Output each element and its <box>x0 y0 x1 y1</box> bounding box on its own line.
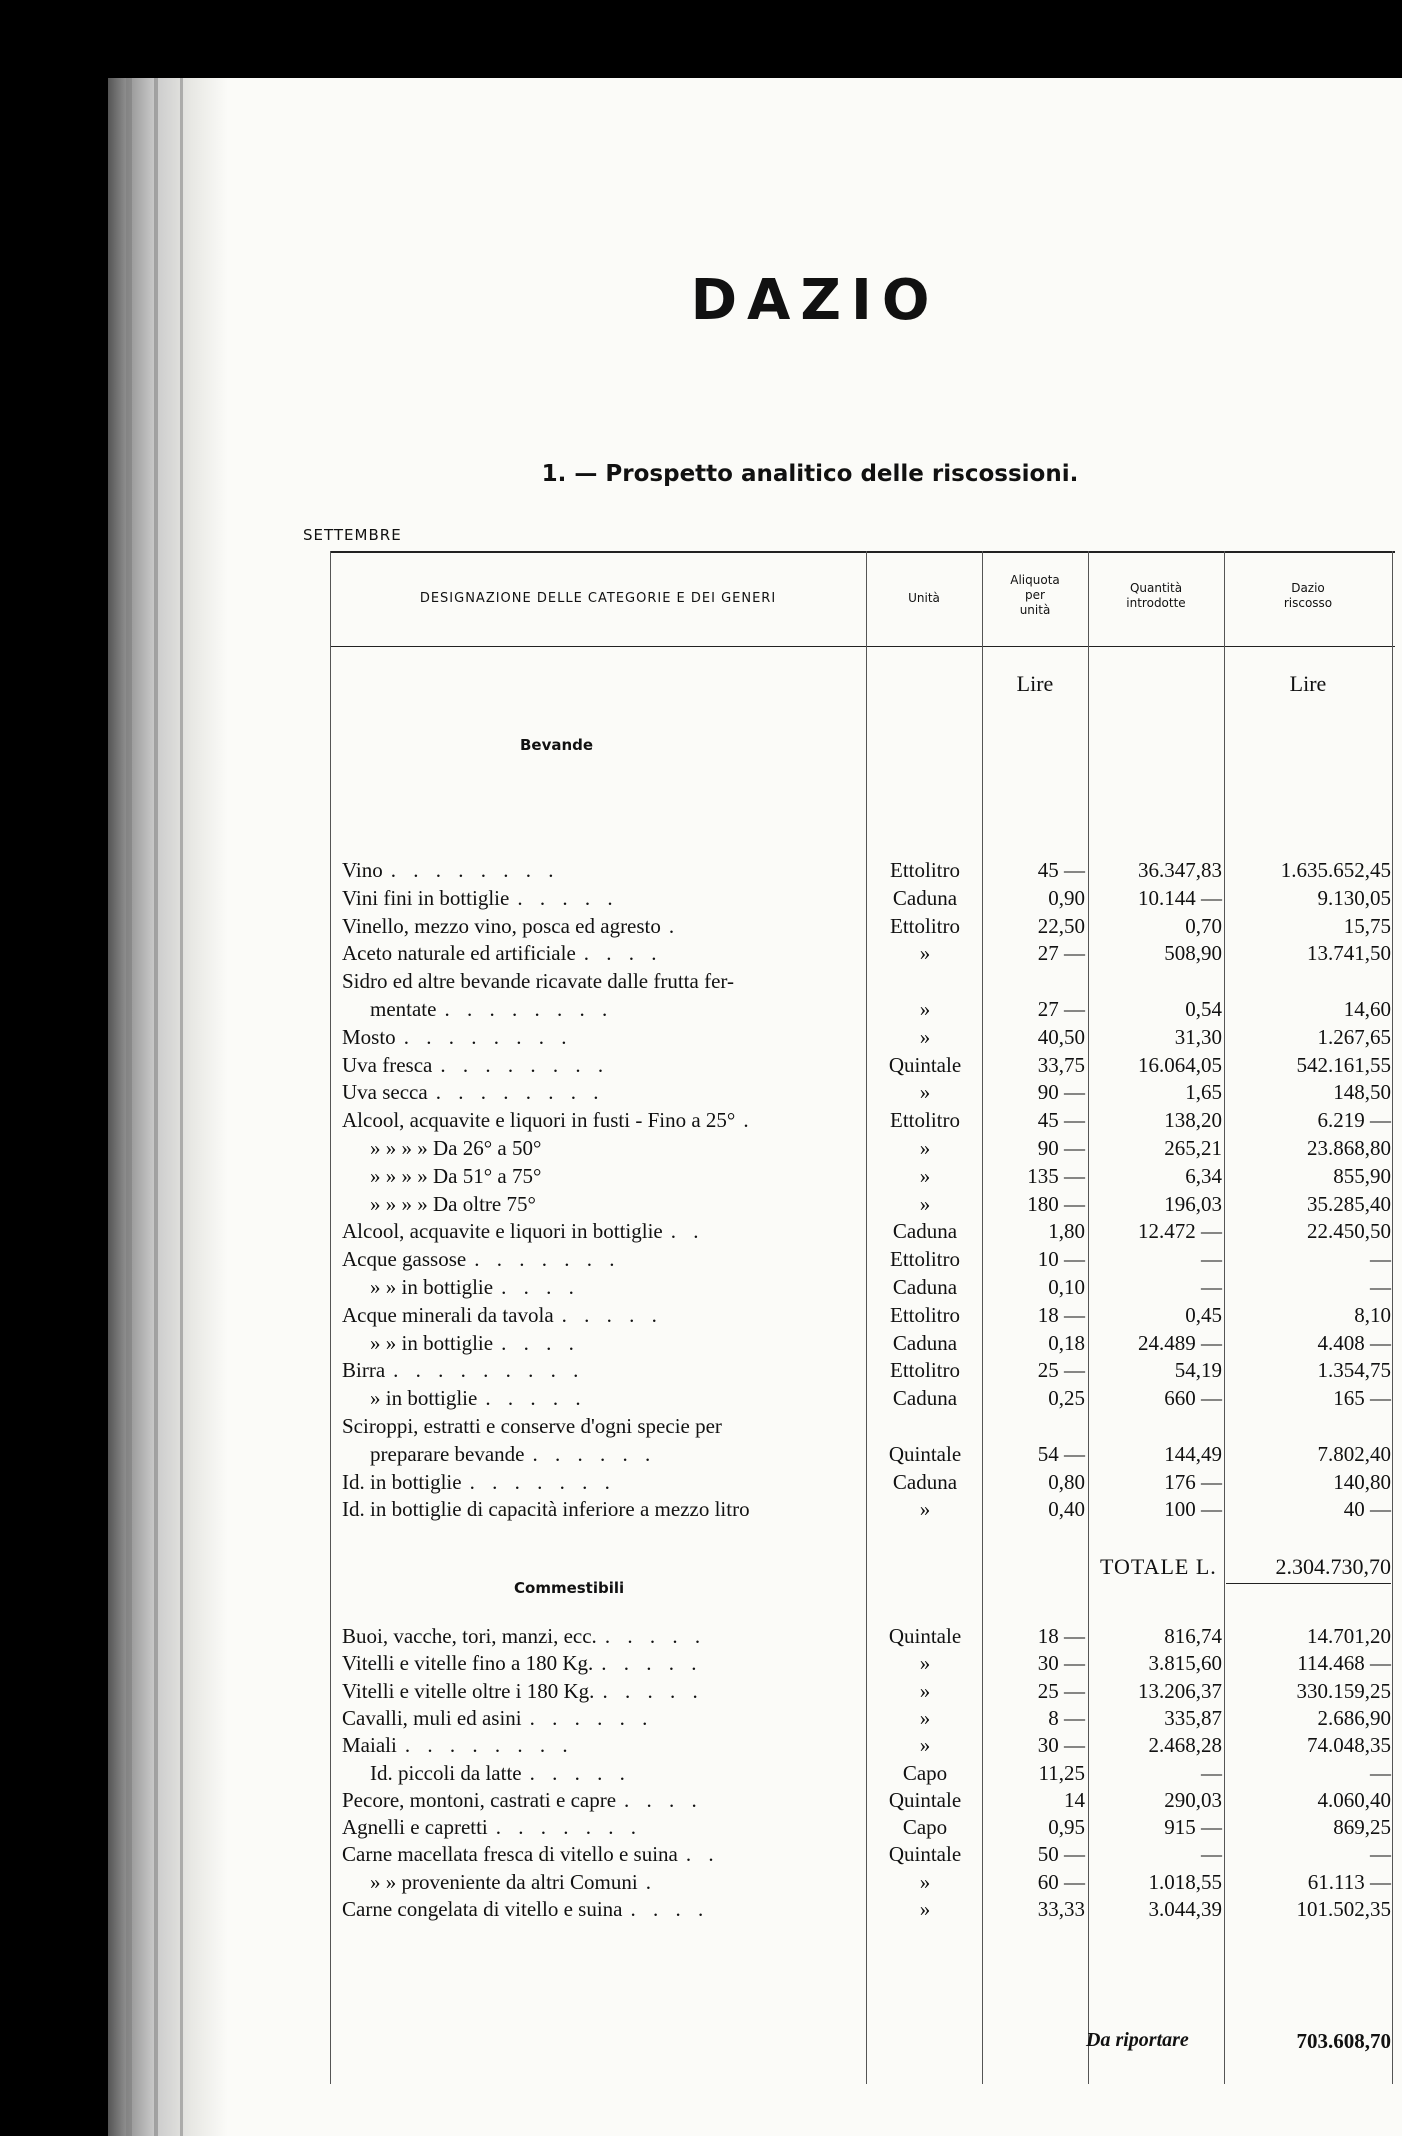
row-rate: 18 — <box>1037 1302 1085 1327</box>
row-dazio: 61.113 — <box>1307 1869 1391 1894</box>
row-name <box>342 1218 862 1245</box>
row-unit: Caduna <box>892 1469 958 1494</box>
row-name <box>342 1496 862 1523</box>
row-rate: 180 — <box>1027 1191 1085 1216</box>
table-row <box>330 1107 1395 1134</box>
row-name <box>370 1274 890 1301</box>
table-row <box>330 1814 1395 1841</box>
table-row <box>330 996 1395 1023</box>
row-leader-dots: . . . . . <box>604 1624 707 1648</box>
table-row <box>330 1218 1395 1245</box>
total-value: 2.304.730,70 <box>1275 1554 1391 1579</box>
row-quantity: 508,90 <box>1164 941 1222 966</box>
row-leader-dots: . . . . . . . . <box>403 1024 573 1049</box>
row-name-text: Id. piccoli da latte <box>370 1760 522 1785</box>
row-rate: 0,18 <box>1048 1330 1085 1355</box>
row-dazio: 14,60 <box>1343 997 1391 1021</box>
row-name-text: » » » » Da 26° a 50° <box>370 1136 542 1160</box>
table-row <box>330 1274 1395 1301</box>
row-quantity: 13.206,37 <box>1138 1678 1222 1703</box>
row-unit: Ettolitro <box>890 1247 960 1272</box>
row-name-text: Pecore, montoni, castrati e capre <box>342 1787 617 1812</box>
row-unit: Caduna <box>892 1386 958 1411</box>
table-row <box>330 913 1395 940</box>
row-name-text: Carne macellata fresca di vitello e suina <box>342 1842 678 1867</box>
row-rate: 30 — <box>1037 1733 1085 1758</box>
row-name <box>342 885 862 912</box>
row-name-text: Vini fini in bottiglie <box>342 885 510 910</box>
row-name <box>342 1246 862 1273</box>
row-name-text: Acque minerali da tavola <box>342 1302 554 1327</box>
row-name <box>370 1441 890 1468</box>
row-rate: 14 <box>1064 1787 1085 1812</box>
header-rate-line3: unità <box>1019 603 1051 617</box>
row-leader-dots: . . . . <box>630 1897 710 1921</box>
row-leader-dots: . . <box>685 1842 720 1867</box>
row-rate: 33,33 <box>1037 1897 1085 1921</box>
header-qty-line2: introdotte <box>1126 596 1186 610</box>
row-dazio: 1.354,75 <box>1317 1358 1391 1383</box>
row-unit: Quintale <box>888 1624 962 1648</box>
row-leader-dots: . . . . <box>501 1330 580 1355</box>
row-quantity: 1,65 <box>1185 1080 1222 1105</box>
row-dazio: 855,90 <box>1333 1163 1391 1188</box>
row-dazio: 6.219 — <box>1317 1108 1391 1133</box>
row-rate: 0,80 <box>1048 1469 1085 1494</box>
row-quantity: 0,70 <box>1185 913 1222 938</box>
table-row <box>330 1678 1395 1705</box>
row-rate: 54 — <box>1037 1441 1085 1466</box>
row-unit: Quintale <box>888 1441 962 1466</box>
header-rate-line2: per <box>1025 588 1045 602</box>
row-name-text: preparare bevande <box>370 1441 525 1466</box>
row-unit: Caduna <box>892 1275 958 1299</box>
row-dazio: 8,10 <box>1354 1302 1391 1327</box>
carry-forward-label: Da riportare <box>1086 2029 1189 2051</box>
header-rate-line1: Aliquota <box>1010 573 1060 587</box>
row-leader-dots: . . . . . . . <box>469 1469 616 1494</box>
row-dazio: 1.635.652,45 <box>1280 858 1391 882</box>
row-name-text: Sidro ed altre bevande ricavate dalle frutta fer- <box>342 969 734 994</box>
row-quantity: 196,03 <box>1164 1191 1222 1216</box>
row-name <box>370 996 890 1023</box>
row-name <box>370 1385 890 1412</box>
rate-currency-label: Lire <box>1016 671 1054 696</box>
total-rule <box>1226 1583 1391 1584</box>
table-row <box>330 1135 1395 1162</box>
row-quantity: 3.044,39 <box>1148 1897 1222 1921</box>
table-row <box>330 1896 1395 1923</box>
row-unit: Ettolitro <box>890 1358 960 1383</box>
row-unit: Ettolitro <box>890 1108 960 1133</box>
row-dazio: 4.060,40 <box>1317 1787 1391 1812</box>
row-quantity: 10.144 — <box>1138 885 1222 910</box>
row-name-text: Sciroppi, estratti e conserve d'ogni specie per <box>342 1414 722 1438</box>
row-unit: » <box>919 1080 931 1105</box>
row-dazio: 1.267,65 <box>1317 1024 1391 1049</box>
row-quantity: 31,30 <box>1174 1024 1222 1049</box>
total-label: TOTALE L. <box>1100 1554 1217 1579</box>
row-name <box>370 1330 890 1357</box>
header-rate <box>982 573 1088 618</box>
row-name <box>342 1302 862 1329</box>
row-rate: 0,95 <box>1048 1815 1085 1840</box>
row-name <box>342 1623 862 1650</box>
row-name-text: Vitelli e vitelle fino a 180 Kg. <box>342 1651 594 1676</box>
row-name <box>342 1024 862 1051</box>
row-rate: 45 — <box>1037 858 1085 882</box>
row-dazio: — <box>1370 1247 1391 1272</box>
row-dazio: 22.450,50 <box>1307 1219 1391 1244</box>
row-name <box>370 1163 890 1190</box>
row-dazio: 15,75 <box>1343 913 1391 938</box>
section-bevande: Bevande <box>520 736 594 754</box>
row-name <box>342 1650 862 1677</box>
row-dazio: 140,80 <box>1333 1469 1391 1494</box>
row-quantity: 0,54 <box>1185 997 1222 1021</box>
table-row <box>330 1496 1395 1523</box>
row-dazio: — <box>1370 1760 1391 1785</box>
row-rate: 27 — <box>1037 997 1085 1021</box>
row-name-text: Vinello, mezzo vino, posca ed agresto <box>342 913 661 938</box>
header-bottom-rule <box>330 646 1395 647</box>
row-name-text: Vitelli e vitelle oltre i 180 Kg. <box>342 1678 595 1703</box>
row-dazio: 23.868,80 <box>1307 1136 1391 1160</box>
row-quantity: 24.489 — <box>1138 1330 1222 1355</box>
row-name-text: Acque gassose <box>342 1247 467 1272</box>
row-quantity: 100 — <box>1164 1497 1222 1522</box>
row-quantity: 138,20 <box>1164 1108 1222 1133</box>
row-quantity: 6,34 <box>1185 1163 1222 1188</box>
row-name <box>342 1732 862 1759</box>
row-dazio: 869,25 <box>1333 1815 1391 1840</box>
row-name-text: mentate <box>370 997 437 1021</box>
row-name-text: Vino <box>342 858 383 882</box>
row-name <box>342 968 862 995</box>
row-leader-dots: . <box>645 1869 657 1894</box>
row-unit: » <box>919 997 931 1021</box>
row-name-text: Carne congelata di vitello e suina <box>342 1897 623 1921</box>
edge-stripe <box>126 78 132 2136</box>
row-quantity: 36.347,83 <box>1138 858 1222 882</box>
table-row <box>330 1024 1395 1051</box>
row-leader-dots: . . . . . . <box>532 1441 657 1466</box>
row-leader-dots: . . . . <box>624 1787 703 1812</box>
row-unit: » <box>919 1733 931 1758</box>
row-quantity: 816,74 <box>1164 1624 1222 1648</box>
row-leader-dots: . . . . . . <box>529 1705 654 1730</box>
row-quantity: 0,45 <box>1185 1302 1222 1327</box>
table-row <box>330 1469 1395 1496</box>
row-rate: 1,80 <box>1048 1219 1085 1244</box>
row-leader-dots: . . . . . <box>561 1302 663 1327</box>
row-name-text: Agnelli e capretti <box>342 1815 488 1840</box>
row-name <box>342 1052 862 1079</box>
row-unit: » <box>919 1191 931 1216</box>
row-name <box>342 1841 862 1868</box>
row-dazio: 35.285,40 <box>1307 1191 1391 1216</box>
row-leader-dots: . <box>668 913 681 938</box>
row-rate: 30 — <box>1037 1651 1085 1676</box>
row-unit: Ettolitro <box>890 1302 960 1327</box>
row-unit: » <box>919 1897 931 1921</box>
row-quantity: 335,87 <box>1164 1705 1222 1730</box>
row-rate: 135 — <box>1027 1163 1085 1188</box>
row-unit: » <box>919 1497 931 1522</box>
row-rate: 22,50 <box>1037 913 1085 938</box>
row-dazio: 330.159,25 <box>1296 1678 1391 1703</box>
row-rate: 90 — <box>1037 1080 1085 1105</box>
header-unit: Unità <box>908 591 940 605</box>
row-name-text: Birra <box>342 1358 386 1383</box>
row-leader-dots: . . . . . . . <box>495 1815 643 1840</box>
row-quantity: 16.064,05 <box>1138 1052 1222 1077</box>
row-leader-dots: . . . . . . . . . <box>393 1358 585 1383</box>
table-row <box>330 1246 1395 1273</box>
row-dazio: 7.802,40 <box>1317 1441 1391 1466</box>
row-name-text: Id. in bottiglie di capacità inferiore a mezzo litro <box>342 1497 750 1522</box>
row-unit: Capo <box>902 1760 948 1785</box>
section-commestibili: Commestibili <box>514 1579 625 1597</box>
table-row <box>330 1623 1395 1650</box>
row-unit: Caduna <box>892 1330 958 1355</box>
row-name <box>342 857 862 884</box>
table-row <box>330 968 1395 995</box>
row-dazio: — <box>1370 1275 1391 1299</box>
row-quantity: 2.468,28 <box>1148 1733 1222 1758</box>
row-unit: » <box>919 1869 931 1894</box>
table-row <box>330 1330 1395 1357</box>
row-dazio: — <box>1370 1842 1391 1867</box>
row-leader-dots: . . . . . . . . <box>440 1052 610 1077</box>
row-rate: 25 — <box>1037 1678 1085 1703</box>
row-rate: 11,25 <box>1038 1760 1085 1785</box>
row-dazio: 9.130,05 <box>1317 885 1391 910</box>
row-name-text: Uva secca <box>342 1080 428 1105</box>
row-rate: 45 — <box>1037 1108 1085 1133</box>
row-rate: 90 — <box>1037 1136 1085 1160</box>
row-dazio: 114.468 — <box>1297 1651 1391 1676</box>
edge-stripe <box>180 78 183 2136</box>
row-dazio: 101.502,35 <box>1296 1897 1391 1921</box>
row-dazio: 148,50 <box>1333 1080 1391 1105</box>
row-rate: 25 — <box>1037 1358 1085 1383</box>
row-unit: » <box>919 1678 931 1703</box>
row-quantity: — <box>1201 1275 1222 1299</box>
row-name-text: Buoi, vacche, tori, manzi, ecc. <box>342 1624 597 1648</box>
table-row <box>330 885 1395 912</box>
row-name-text: Aceto naturale ed artificiale <box>342 941 576 966</box>
table-top-rule <box>330 551 1395 553</box>
row-leader-dots: . . . . . <box>601 1651 703 1676</box>
row-name <box>370 1760 890 1787</box>
table-row <box>330 1732 1395 1759</box>
row-leader-dots: . . . . . <box>485 1386 587 1411</box>
row-name <box>342 1469 862 1496</box>
row-name-text: Mosto <box>342 1024 396 1049</box>
row-name <box>342 1357 862 1384</box>
row-quantity: 54,19 <box>1174 1358 1222 1383</box>
row-name-text: » » » » Da oltre 75° <box>370 1191 536 1216</box>
row-unit: Ettolitro <box>890 913 960 938</box>
row-rate: 10 — <box>1037 1247 1085 1272</box>
table-row <box>330 1191 1395 1218</box>
row-rate: 33,75 <box>1037 1052 1085 1077</box>
header-dazio-line1: Dazio <box>1291 581 1325 595</box>
row-dazio: 4.408 — <box>1317 1330 1391 1355</box>
row-name <box>342 1413 862 1440</box>
row-leader-dots: . . . . <box>501 1275 580 1299</box>
row-dazio: 74.048,35 <box>1307 1733 1391 1758</box>
row-name <box>342 1678 862 1705</box>
table-row <box>330 1163 1395 1190</box>
row-name <box>342 1787 862 1814</box>
row-rate: 8 — <box>1048 1705 1085 1730</box>
row-unit: Caduna <box>892 885 958 910</box>
row-leader-dots: . . . . . . . . <box>390 858 560 882</box>
row-name <box>370 1135 890 1162</box>
row-rate: 27 — <box>1037 941 1085 966</box>
row-dazio: 40 — <box>1343 1497 1391 1522</box>
row-unit: » <box>919 1651 931 1676</box>
row-name <box>370 1191 890 1218</box>
header-dazio-line2: riscosso <box>1283 596 1333 610</box>
table-row <box>330 1787 1395 1814</box>
row-name <box>342 1705 862 1732</box>
row-name-text: » in bottiglie <box>370 1386 478 1411</box>
row-dazio: 2.686,90 <box>1317 1705 1391 1730</box>
table-row <box>330 1441 1395 1468</box>
table-row <box>330 1650 1395 1677</box>
page-subtitle: 1. — Prospetto analitico delle riscossioni. <box>541 461 1079 487</box>
row-leader-dots: . . . . . <box>602 1678 704 1703</box>
row-quantity: — <box>1201 1247 1222 1272</box>
row-rate: 0,25 <box>1048 1386 1085 1411</box>
header-qty <box>1088 581 1224 611</box>
dazio-currency-label: Lire <box>1289 671 1327 696</box>
table-row <box>330 1079 1395 1106</box>
page-title: DAZIO <box>690 268 940 333</box>
table-row <box>330 1760 1395 1787</box>
row-leader-dots: . . . . <box>583 941 663 966</box>
row-quantity: 1.018,55 <box>1148 1869 1222 1894</box>
table-row <box>330 1705 1395 1732</box>
header-dazio <box>1224 581 1392 611</box>
row-unit: Quintale <box>888 1842 962 1867</box>
row-name-text: » » in bottiglie <box>370 1330 494 1355</box>
table-row <box>330 1841 1395 1868</box>
row-quantity: — <box>1201 1760 1222 1785</box>
row-leader-dots: . . . . . . . . <box>435 1080 605 1105</box>
row-rate: 18 — <box>1037 1624 1085 1648</box>
row-rate: 0,90 <box>1048 885 1085 910</box>
row-unit: Ettolitro <box>890 858 960 882</box>
table-row <box>330 1357 1395 1384</box>
row-leader-dots: . . . . . . . <box>474 1247 621 1272</box>
table-row <box>330 1385 1395 1412</box>
row-unit: Quintale <box>888 1787 962 1812</box>
row-name-text: » » in bottiglie <box>370 1275 494 1299</box>
row-rate: 60 — <box>1037 1869 1085 1894</box>
row-dazio: 542.161,55 <box>1296 1052 1391 1077</box>
row-quantity: — <box>1201 1842 1222 1867</box>
row-name-text: Id. in bottiglie <box>342 1469 462 1494</box>
row-leader-dots: . . . . . . . . <box>444 997 614 1021</box>
row-name <box>342 1107 862 1134</box>
row-dazio: 165 — <box>1333 1386 1391 1411</box>
row-name <box>370 1869 890 1896</box>
row-name-text: Uva fresca <box>342 1052 433 1077</box>
table-row <box>330 857 1395 884</box>
row-name-text: Maiali <box>342 1733 397 1758</box>
row-unit: » <box>919 1136 931 1160</box>
row-unit: Capo <box>902 1815 948 1840</box>
row-leader-dots: . . . . . <box>529 1760 631 1785</box>
row-leader-dots: . . <box>670 1219 705 1244</box>
row-name-text: Cavalli, muli ed asini <box>342 1705 522 1730</box>
row-name-text: Alcool, acquavite e liquori in bottiglie <box>342 1219 663 1244</box>
row-quantity: 265,21 <box>1164 1136 1222 1160</box>
row-dazio: 14.701,20 <box>1307 1624 1391 1648</box>
edge-stripe <box>154 78 158 2136</box>
row-name <box>342 1896 862 1923</box>
row-unit: » <box>919 1024 931 1049</box>
row-leader-dots: . <box>743 1108 755 1133</box>
row-rate: 40,50 <box>1037 1024 1085 1049</box>
row-rate: 0,40 <box>1048 1497 1085 1522</box>
row-quantity: 176 — <box>1164 1469 1222 1494</box>
row-quantity: 290,03 <box>1164 1787 1222 1812</box>
table-row <box>330 1413 1395 1440</box>
carry-forward-value: 703.608,70 <box>1296 2029 1391 2053</box>
scanned-page <box>108 78 1402 2136</box>
row-quantity: 915 — <box>1164 1815 1222 1840</box>
header-qty-line1: Quantità <box>1129 581 1183 595</box>
row-name <box>342 1079 862 1106</box>
row-name-text: » » proveniente da altri Comuni <box>370 1869 638 1894</box>
row-name <box>342 913 862 940</box>
table-row <box>330 1302 1395 1329</box>
row-unit: » <box>919 1163 931 1188</box>
row-quantity: 144,49 <box>1164 1441 1222 1466</box>
row-dazio: 13.741,50 <box>1307 941 1391 966</box>
row-name <box>342 1814 862 1841</box>
row-leader-dots: . . . . . <box>517 885 619 910</box>
row-unit: » <box>919 941 931 966</box>
row-quantity: 660 — <box>1164 1386 1222 1411</box>
row-unit: » <box>919 1705 931 1730</box>
row-name-text: Alcool, acquavite e liquori in fusti - Fino a 25° <box>342 1108 736 1133</box>
row-name-text: » » » » Da 51° a 75° <box>370 1163 542 1188</box>
month-label: SETTEMBRE <box>303 526 402 544</box>
row-rate: 50 — <box>1037 1842 1085 1867</box>
row-quantity: 12.472 — <box>1138 1219 1222 1244</box>
row-rate: 0,10 <box>1048 1275 1085 1299</box>
collections-table <box>330 551 1395 2084</box>
table-row <box>330 1052 1395 1079</box>
header-designation: DESIGNAZIONE DELLE CATEGORIE E DEI GENERI <box>419 591 777 606</box>
row-unit: Caduna <box>892 1219 958 1244</box>
row-quantity: 3.815,60 <box>1148 1651 1222 1676</box>
row-leader-dots: . . . . . . . . <box>404 1733 574 1758</box>
row-unit: Quintale <box>888 1052 962 1077</box>
table-row <box>330 940 1395 967</box>
table-row <box>330 1869 1395 1896</box>
row-name <box>342 940 862 967</box>
